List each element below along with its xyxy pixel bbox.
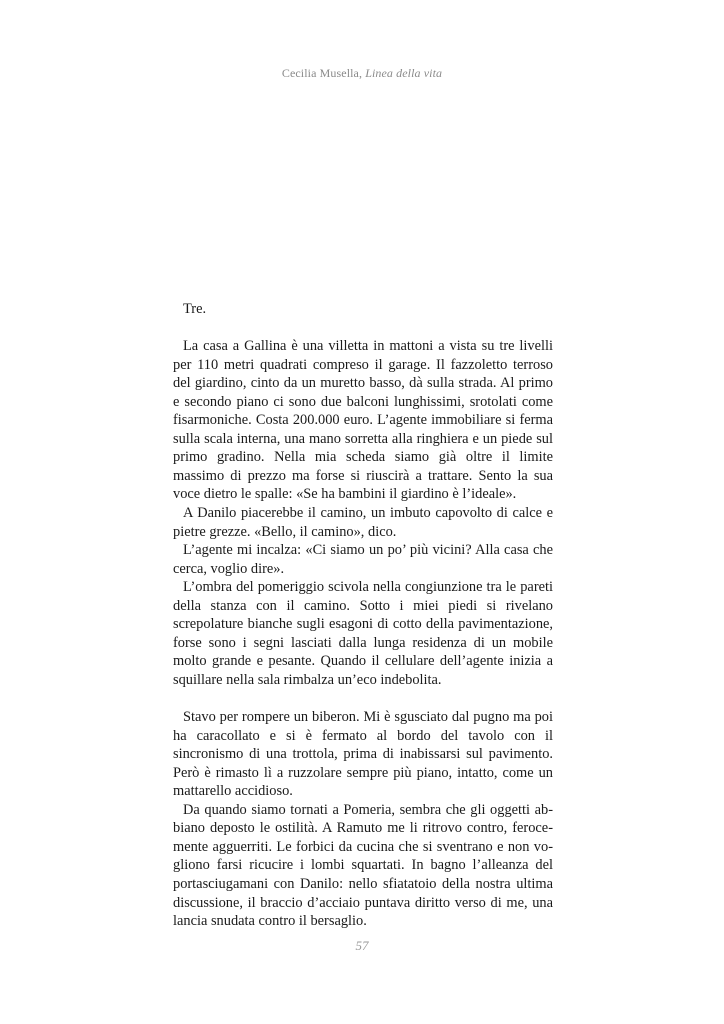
paragraph: L’agente mi incalza: «Ci siamo un po’ più vicini? Alla casa che cerca, voglio dire». (173, 542, 553, 577)
paragraph: A Danilo piacerebbe il camino, un imbuto capovolto di calce e pietre grezze. «Bello, il camino», dico. (173, 505, 553, 540)
body-text (173, 300, 553, 931)
paragraph: L’ombra del pomeriggio scivola nella congiunzione tra le pareti della stanza con il camino. Sotto i miei piedi si rivelano screpolature bianche sugli esagoni di cotto della pavimentazione, forse sono i segni lasciati dalla lunga residenza di un mobile molto grande e pesante. Quando il cellulare dell’agente inizia a squillare nella sala rimbalza un’eco indebolita. (173, 579, 553, 688)
page-number: 57 (355, 938, 369, 953)
header-author: Cecilia Musella, (281, 66, 366, 80)
section-title: Tre. (183, 301, 207, 317)
paragraph: Stavo per rompere un biberon. Mi è sgusciato dal pugno ma poi ha caracollato e si è fermato al bordo del tavolo con il sincronismo di una trottola, prima di inabissarsi sul pavimento. Però è rimasto lì a ruzzolare sempre più piano, intatto, come un mattarello accidioso. (173, 709, 553, 800)
running-header (0, 66, 724, 81)
paragraph: La casa a Gallina è una villetta in mattoni a vista su tre livelli per 110 metri quadrati compreso il garage. Il fazzoletto terroso del giardino, cinto da un muretto basso, dà sulla strada. Al primo e secondo piano ci sono due balconi lunghissimi, srotolati come fisarmoniche. Costa 200.000 euro. L’agente immobiliare si ferma sulla scala interna, una mano sorretta alla ringhiera e un piede sul primo gradino. Nella mia scheda siamo già oltre il limite massimo di prezzo ma forse si riuscirà a trattare. Sento la sua voce dietro le spalle: «Se ha bambini il giardino è l’ideale». (173, 338, 553, 503)
header-book-title: Linea della vita (365, 66, 443, 80)
paragraph: Da quando siamo tornati a Pomeria, sembra che gli oggetti abbiano deposto le ostilità. A Ramuto me li ritrovo contro, ferocemente agguerriti. Le forbici da cucina che si sventrano e non vogliono farsi ricucire i lombi squartati. In bagno l’alleanza del portasciugamani con Danilo: nello sfiatatoio della nostra ultima discussione, il braccio d’acciaio puntava diritto verso di me, una lancia snudata contro il bersaglio. (173, 801, 553, 930)
